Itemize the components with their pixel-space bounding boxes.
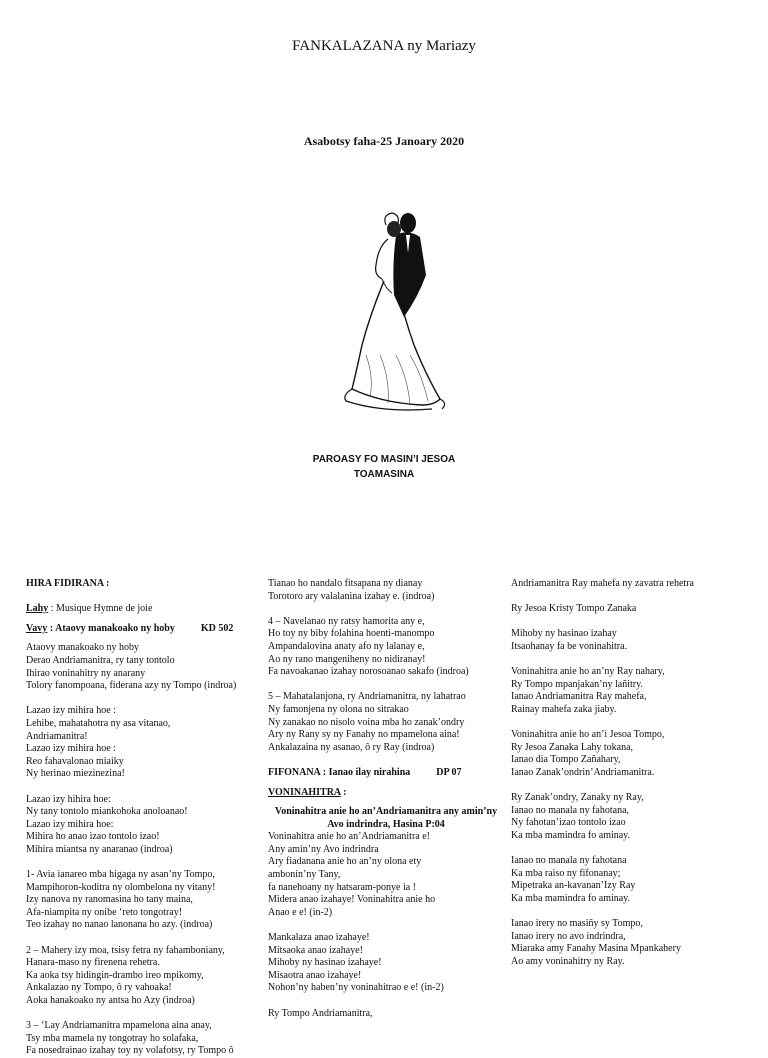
section-heading: HIRA FIDIRANA :: [26, 578, 110, 589]
hymn-lines: [268, 578, 504, 754]
text-line: Ry Tompo mpanjakan’ny lañitry.: [511, 678, 643, 690]
hymn-title: Voninahitra anie ho an’Andriamanitra any amin’ny Avo indrindra, Hasina P:04: [274, 806, 498, 830]
text-line: Andriamanitra!: [26, 730, 88, 742]
text-line: Ka mba raiso ny fifonanay;: [511, 867, 621, 879]
text-line: Ry Jesoa Kristy Tompo Zanaka: [511, 603, 637, 615]
text-line: Ka aoka tsy hidingin-drambo ireo mpikomy,: [26, 969, 204, 981]
parish-name: PAROASY FO MASIN’I JESOA: [312, 454, 456, 465]
text-line: Ianao no manala ny fahotana: [511, 855, 627, 867]
text-line: fa nanehoany ny hatsaram-ponye ia !: [268, 881, 416, 893]
fifonana-line: [268, 767, 504, 780]
text-line: Midera anao izahaye! Voninahitra anie ho: [268, 894, 436, 906]
ceremony-date: Asabotsy faha-25 Janoary 2020: [303, 134, 465, 148]
text-line: Torotoro ary valalanina izahay e. (indroa): [268, 590, 435, 602]
text-line: Any amin’ny Avo indrindra: [268, 843, 379, 855]
text-line: Mihira ho anao izao tontolo izao!: [26, 831, 160, 843]
text-line: Derao Andriamanitra, ry tany tontolo: [26, 654, 175, 666]
text-line: Voninahitra anie ho an’Andriamanitra e!: [268, 831, 430, 843]
text-line: 1- Avia ianareo mba higaga ny asan’ny Tompo,: [26, 869, 215, 881]
text-line: Rainay mahefa zaka jiaby.: [511, 703, 617, 715]
text-line: 4 – Navelanao ny ratsy hamorita any e,: [268, 615, 425, 627]
text-line: Mipetraka an-kavanan’Izy Ray: [511, 880, 636, 892]
text-line: 5 – Mahatalanjona, ry Andriamanitra, ny lahatrao: [268, 691, 466, 703]
text-line: Lehibe, mahatahotra ny asa vitanao,: [26, 717, 171, 729]
text-line: Miaraka amy Fanahy Masina Mpankahery: [511, 943, 681, 955]
text-line: Ka mba mamindra fo aminay.: [511, 829, 631, 841]
text-line: Ao ny rano mangeniheny no nidiranay!: [268, 653, 426, 665]
vavy-line: [26, 623, 258, 636]
text-line: Ao amy voninahitry ny Ray.: [511, 955, 625, 967]
fifonana-ref: DP 07: [436, 766, 462, 778]
column-2: [268, 578, 504, 1020]
text-line: Ianao dia Tompo Zañahary,: [511, 754, 621, 766]
text-line: Ihirao voninahitry ny anarany: [26, 667, 146, 679]
fifonana-text: : Ianao ilay nirahina: [320, 766, 411, 778]
hymn-lines: [268, 831, 504, 1020]
text-line: Aoka hanakoako ny antsa ho Azy (indroa): [26, 995, 195, 1006]
text-line: Ry Tompo Andriamanitra,: [268, 1007, 373, 1019]
text-line: Ny tany tontolo miankohoka anoloanao!: [26, 806, 188, 818]
text-line: Mihira miantsa ny anaranao (indroa): [26, 843, 173, 855]
text-line: Ny fahotan’izao tontolo izao: [511, 817, 626, 829]
vavy-ref: KD 502: [200, 622, 234, 634]
text-line: Fa nosedrainao izahay toy ny volafotsy, ry Tompo ô: [26, 1045, 234, 1057]
column-1: [26, 578, 258, 1058]
text-line: Mihoby ny hasinao izahay: [511, 628, 617, 640]
text-line: Andriamanitra Ray mahefa ny zavatra rehetra: [511, 578, 694, 589]
text-line: Ary ny Rany sy ny Fanahy no mpamelona aina!: [268, 729, 460, 741]
text-line: Mampihoron-koditra ny olombelona ny vitany!: [26, 881, 216, 893]
wedding-couple-illustration: [322, 205, 452, 415]
text-line: Tolory fanompoana, fiderana azy ny Tompo (indroa): [26, 680, 237, 692]
parish-city: TOAMASINA: [353, 469, 415, 480]
text-line: Lazao izy mihira hoe :: [26, 743, 116, 755]
voninahitra-heading-line: [268, 787, 504, 800]
parish-block: [0, 452, 768, 482]
fifonana-label: FIFONANA: [268, 766, 321, 778]
hymn-lines: [26, 642, 258, 1058]
text-line: Fa navoakanao izahay norosoanao sakafo (indroa): [268, 666, 469, 678]
voninahitra-colon: :: [340, 786, 347, 798]
text-line: Lazao izy mihira hoe:: [26, 818, 114, 830]
text-line: Mihoby ny hasinao izahaye!: [268, 957, 382, 969]
page-title: FANKALAZANA ny Mariazy: [292, 38, 476, 54]
text-line: Anao e e! (in-2): [268, 906, 333, 918]
text-line: Tianao ho nandalo fitsapana ny dianay: [268, 578, 423, 589]
text-line: Voninahitra anie ho an’ny Ray nahary,: [511, 666, 665, 678]
hymn-lines: [511, 578, 751, 968]
text-line: Tsy mba mamela ny tongotray ho solafaka,: [26, 1032, 199, 1044]
text-line: Reo fahavalonao miaiky: [26, 755, 124, 767]
text-line: Ankalazao ny Tompo, ô ry vahoaka!: [26, 982, 172, 994]
text-line: 2 – Mahery izy moa, tsisy fetra ny fahamboniany,: [26, 944, 225, 956]
text-line: Ankalazaina ny asanao, ô ry Ray (indroa): [268, 741, 435, 753]
text-line: Ny famonjena ny olona no sitrakao: [268, 703, 409, 715]
lahy-text: : Musique Hymne de joie: [48, 603, 153, 615]
text-line: Ianao irery no avo indrindra,: [511, 930, 626, 942]
text-line: Ry Jesoa Zanaka Lahy tokana,: [511, 741, 634, 753]
text-line: Nohon’ny haben’ny voninahitrao e e! (in-2): [268, 982, 444, 994]
text-line: Itsaohanay fa be voninahitra.: [511, 640, 628, 652]
text-line: Misaotra anao izahaye!: [268, 969, 362, 981]
text-line: Ny zanakao no nisolo voina mba ho zanak’ondry: [268, 716, 465, 728]
text-line: Ry Zanak’ondry, Zanaky ny Ray,: [511, 792, 644, 804]
lahy-line: [26, 603, 258, 616]
voninahitra-heading: VONINAHITRA: [268, 786, 341, 798]
vavy-label: Vavy: [26, 622, 48, 634]
text-line: Ary fiadanana anie ho an’ny olona ety: [268, 856, 422, 868]
text-line: ambonin’ny Tany,: [268, 869, 341, 881]
text-line: Hanara-maso ny firenena rehetra.: [26, 957, 160, 969]
text-line: Lazao izy mihira hoe :: [26, 705, 116, 717]
text-line: Ianao no manala ny fahotana,: [511, 804, 630, 816]
text-line: Ny herinao miezinezina!: [26, 768, 125, 780]
vavy-text: : Ataovy manakoako ny hoby: [47, 622, 175, 634]
text-line: Izy nanova ny ranomasina ho tany maina,: [26, 894, 193, 906]
text-line: Ataovy manakoako ny hoby: [26, 642, 140, 654]
column-3: [511, 578, 751, 968]
lahy-label: Lahy: [26, 603, 49, 615]
text-line: Teo izahay no nanao lanonana ho azy. (indroa): [26, 919, 213, 931]
text-line: Lazao izy hihira hoe:: [26, 793, 111, 805]
text-line: Ianao Zanak’ondrin’Andriamanitra.: [511, 766, 655, 778]
text-line: Ampandalovina anaty afo ny lalanay e,: [268, 640, 425, 652]
text-line: Ho toy ny biby folahina hoenti-manompo: [268, 628, 435, 640]
text-line: Ka mba mamindra fo aminay.: [511, 892, 631, 904]
text-line: 3 – ‘Lay Andriamanitra mpamelona aina anay,: [26, 1020, 212, 1032]
text-line: Ianao irery no masiñy sy Tompo,: [511, 918, 643, 930]
text-line: Mitsaoka anao izahaye!: [268, 944, 363, 956]
text-line: Mankalaza anao izahaye!: [268, 932, 370, 944]
text-line: Afa-niampita ny onibe ‘reto tongotray!: [26, 906, 183, 918]
text-line: Ianao Andriamanitra Ray mahefa,: [511, 691, 647, 703]
text-line: Voninahitra anie ho an’i Jesoa Tompo,: [511, 729, 665, 741]
